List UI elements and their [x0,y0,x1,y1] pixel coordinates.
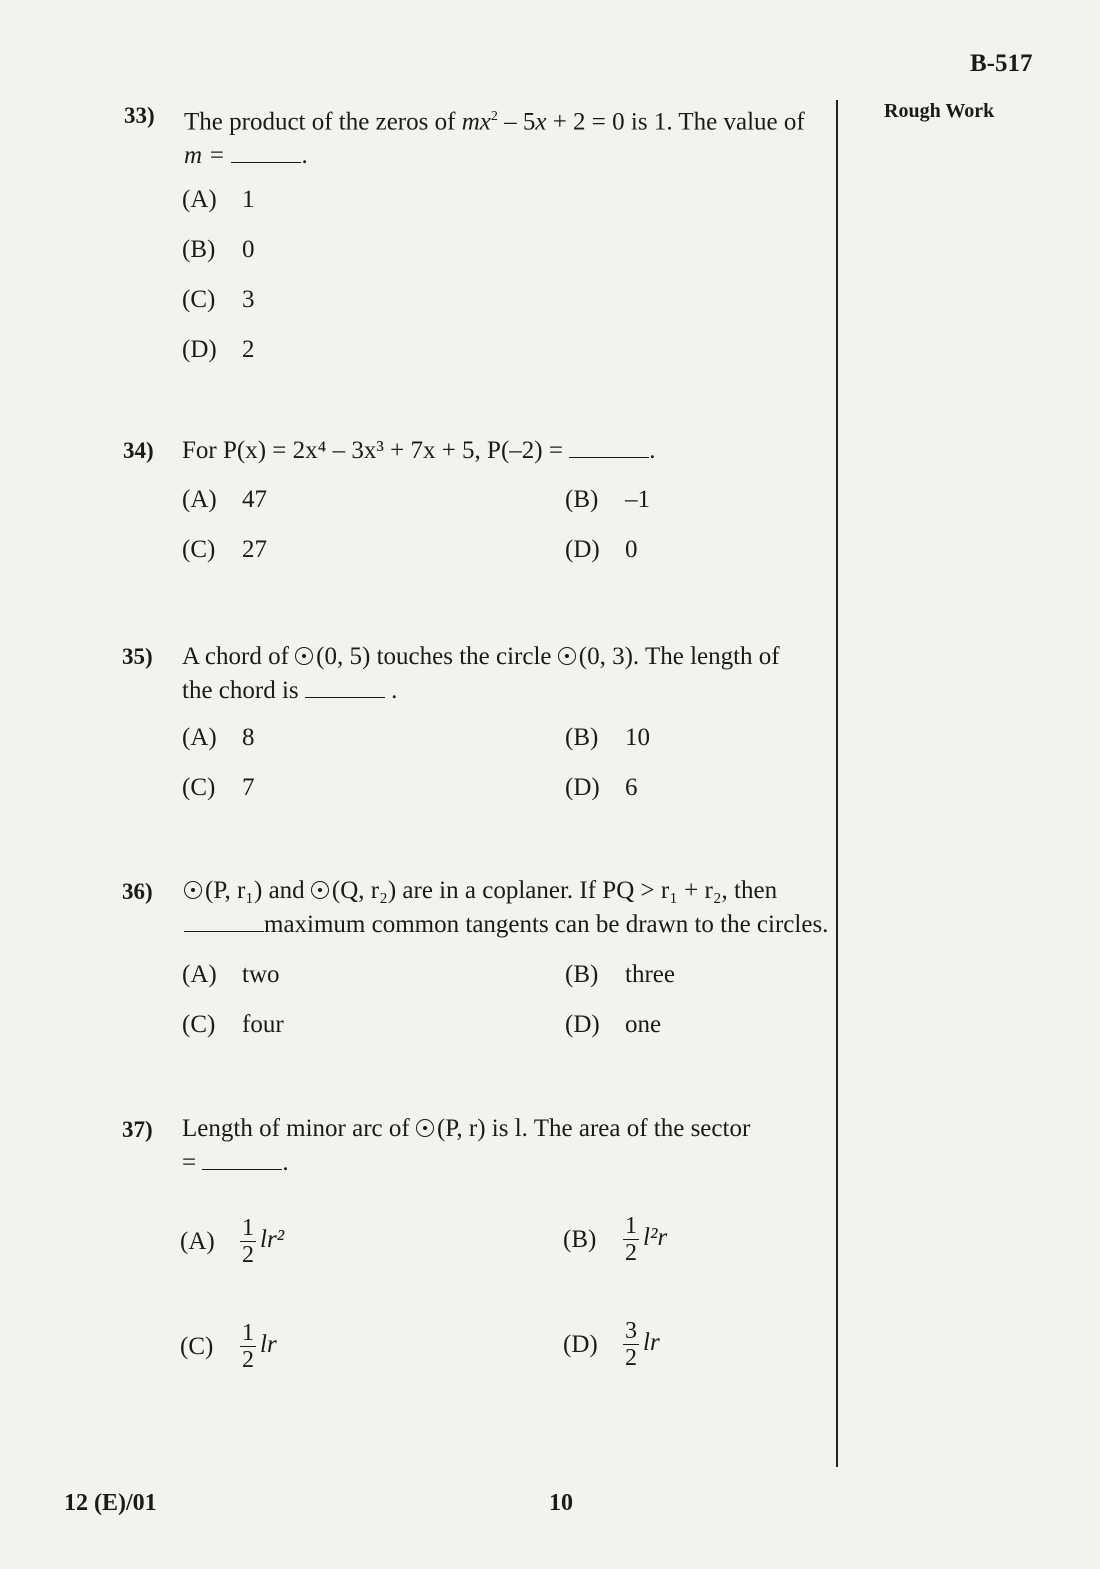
option-d: (D) $\frac{3}{2}$ lr [563,1318,660,1371]
option-b: (B) three [565,961,675,988]
answer-blank [305,677,385,698]
option-a: (A) 1 [182,186,255,213]
option-d: (D) 0 [565,536,638,563]
question-35-text: A chord of (0, 5) touches the circle (0, 3). The length of the chord is . [182,643,780,704]
circle-symbol-icon [295,647,313,665]
circle-symbol-icon [558,647,576,665]
question-number: 33) [124,103,155,128]
option-b: (B) $\frac{1}{2}$ l²r [563,1213,668,1266]
option-b: (B) 0 [182,236,255,263]
rough-work-label: Rough Work [884,100,995,122]
option-a: (A) 8 [182,724,255,751]
question-33-text: The product of the zeros of $mx^2 - 5x + 2 = 0$ is 1. The value of m = . [184,108,805,170]
answer-blank [202,1149,282,1170]
option-c: (C) 7 [182,774,255,801]
page-number: 10 [549,1490,573,1516]
question-34-text: For P(x) = 2x⁴ – 3x³ + 7x + 5, P(–2) = . [182,437,656,464]
option-c: (C) 3 [182,286,255,313]
paper-code: B-517 [970,50,1033,77]
answer-blank [231,142,301,163]
option-a: (A) two [182,961,280,988]
option-a: (A) 47 [182,486,267,513]
option-a: (A) $\frac{1}{2}$ lr² [180,1215,285,1268]
circle-symbol-icon [416,1119,434,1137]
circle-symbol-icon [311,881,329,899]
option-b: (B) –1 [565,486,650,513]
footer-code: 12 (E)/01 [64,1490,157,1516]
option-d: (D) 6 [565,774,638,801]
option-b: (B) 10 [565,724,650,751]
option-c: (C) four [182,1011,284,1038]
question-36-text: (P, r₁) and (Q, r₂) are in a coplaner. If PQ > r₁ + r₂, then maximum common tangents can be drawn to the circles. [184,874,834,942]
answer-blank [569,437,649,458]
answer-blank [184,911,264,932]
option-c: (C) $\frac{1}{2}$ lr [180,1320,277,1373]
question-number: 34) [123,438,154,463]
question-37-text: Length of minor arc of (P, r) is l. The area of the sector = . [182,1115,751,1176]
question-number: 36) [122,879,153,904]
option-d: (D) 2 [182,336,255,363]
option-c: (C) 27 [182,536,267,563]
option-d: (D) one [565,1011,662,1038]
question-number: 37) [122,1117,153,1142]
circle-symbol-icon [184,881,202,899]
margin-divider [836,100,838,1467]
question-number: 35) [122,644,153,669]
